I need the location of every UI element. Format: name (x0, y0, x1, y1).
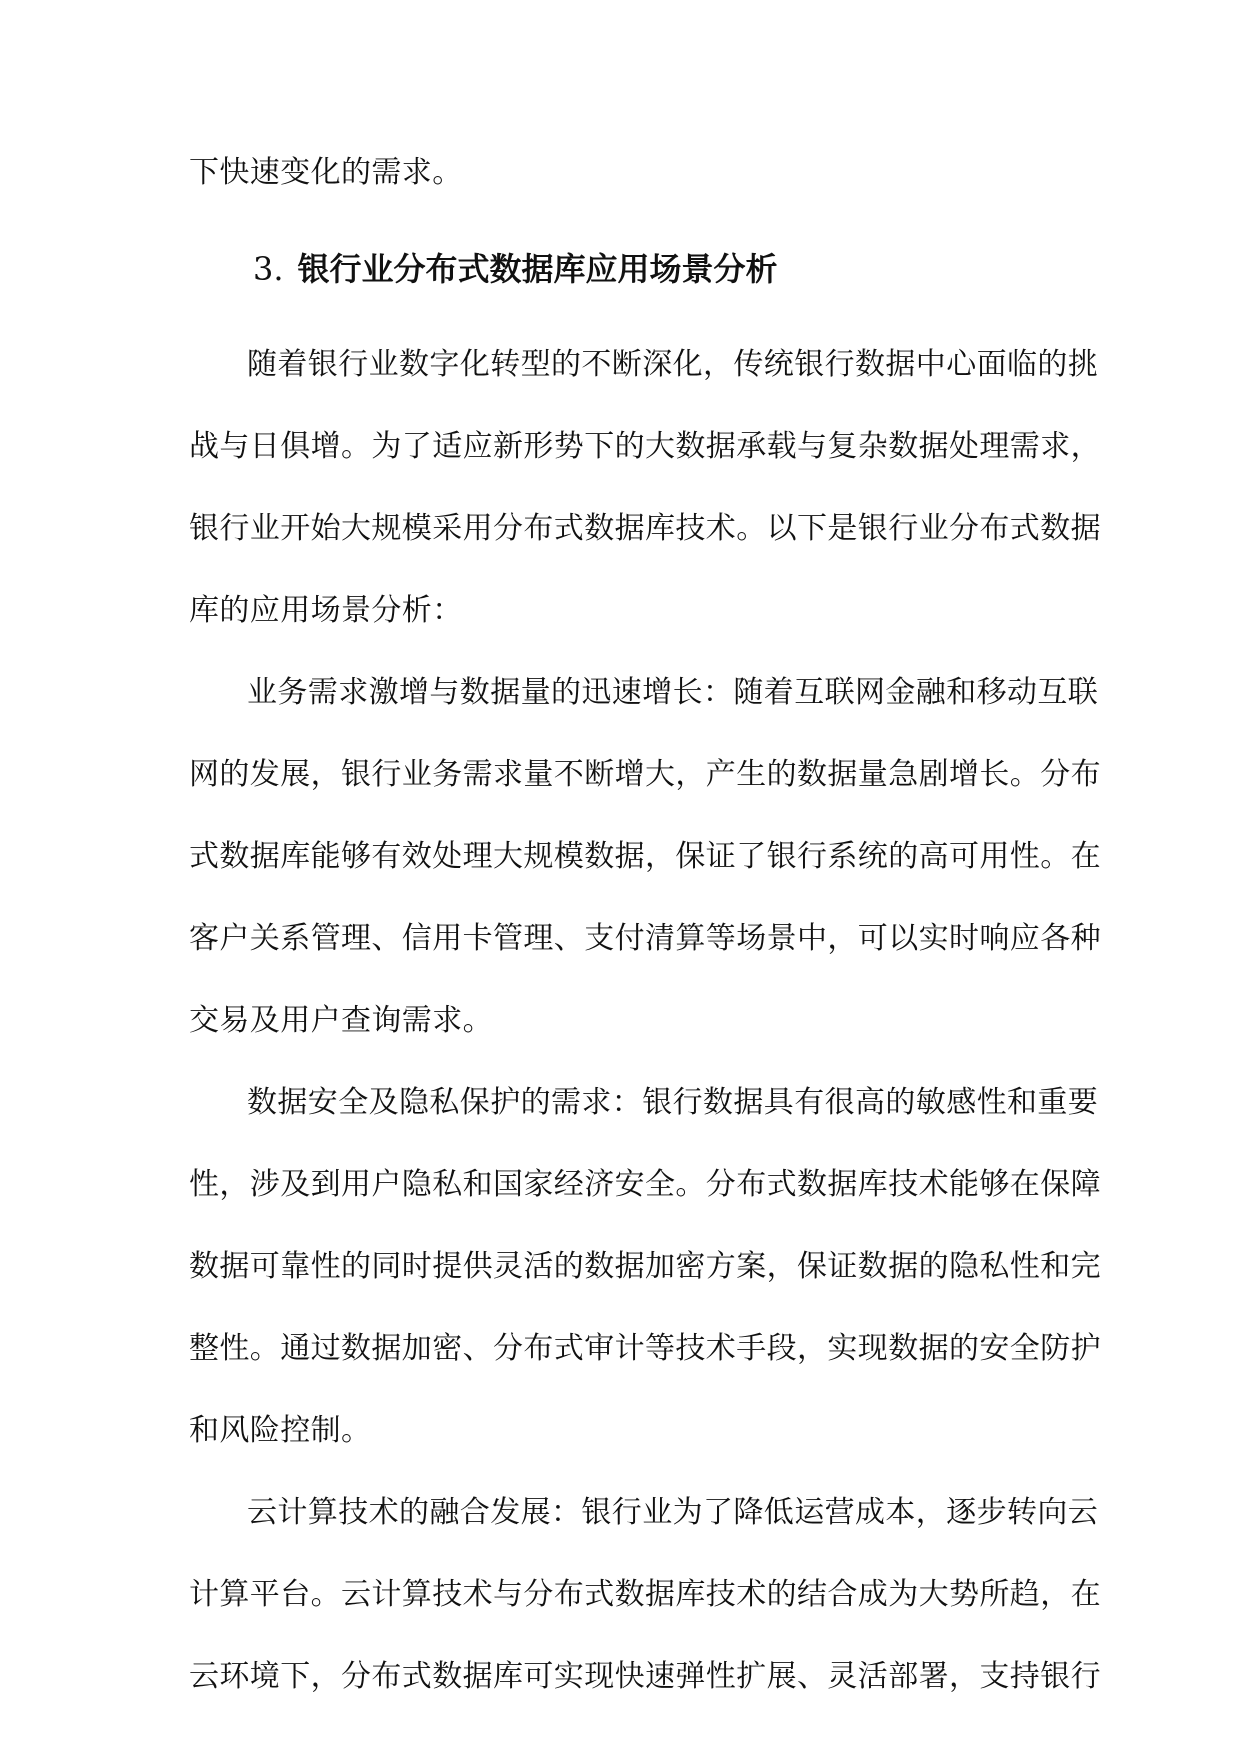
paragraph-cloud-computing (189, 1472, 1101, 1718)
paragraph-line: 整性。通过数据加密、分布式审计等技术手段，实现数据的安全防护 (189, 1331, 1101, 1366)
paragraph-line: 随着银行业数字化转型的不断深化，传统银行数据中心面临的挑 (247, 347, 1099, 382)
paragraph-intro (189, 324, 1101, 652)
document-body (189, 132, 1101, 1718)
section-number: 3. (253, 250, 284, 288)
continued-text-line: 下快速变化的需求。 (189, 155, 463, 190)
paragraph-line: 云环境下，分布式数据库可实现快速弹性扩展、灵活部署，支持银行 (189, 1659, 1101, 1694)
paragraph-line: 战与日俱增。为了适应新形势下的大数据承载与复杂数据处理需求， (189, 429, 1101, 464)
paragraph-line: 交易及用户查询需求。 (189, 1003, 493, 1038)
paragraph-line: 库的应用场景分析： (189, 593, 463, 628)
paragraph-line: 性，涉及到用户隐私和国家经济安全。分布式数据库技术能够在保障 (189, 1167, 1101, 1202)
section-heading (189, 214, 1053, 324)
paragraph-line: 数据可靠性的同时提供灵活的数据加密方案，保证数据的隐私性和完 (189, 1249, 1101, 1284)
paragraph-business-demand (189, 652, 1101, 1062)
paragraph-line: 数据安全及隐私保护的需求：银行数据具有很高的敏感性和重要 (247, 1085, 1099, 1120)
section-title: 银行业分布式数据库应用场景分析 (297, 250, 778, 288)
paragraph-line: 和风险控制。 (189, 1413, 372, 1448)
paragraph-line: 计算平台。云计算技术与分布式数据库技术的结合成为大势所趋，在 (189, 1577, 1101, 1612)
paragraph-data-security (189, 1062, 1101, 1472)
paragraph-line: 客户关系管理、信用卡管理、支付清算等场景中，可以实时响应各种 (189, 921, 1101, 956)
paragraph-line: 银行业开始大规模采用分布式数据库技术。以下是银行业分布式数据 (189, 511, 1101, 546)
paragraph-line: 云计算技术的融合发展：银行业为了降低运营成本，逐步转向云 (247, 1495, 1099, 1530)
paragraph-line: 网的发展，银行业务需求量不断增大，产生的数据量急剧增长。分布 (189, 757, 1101, 792)
paragraph-line: 式数据库能够有效处理大规模数据，保证了银行系统的高可用性。在 (189, 839, 1101, 874)
paragraph-line: 业务需求激增与数据量的迅速增长：随着互联网金融和移动互联 (247, 675, 1099, 710)
